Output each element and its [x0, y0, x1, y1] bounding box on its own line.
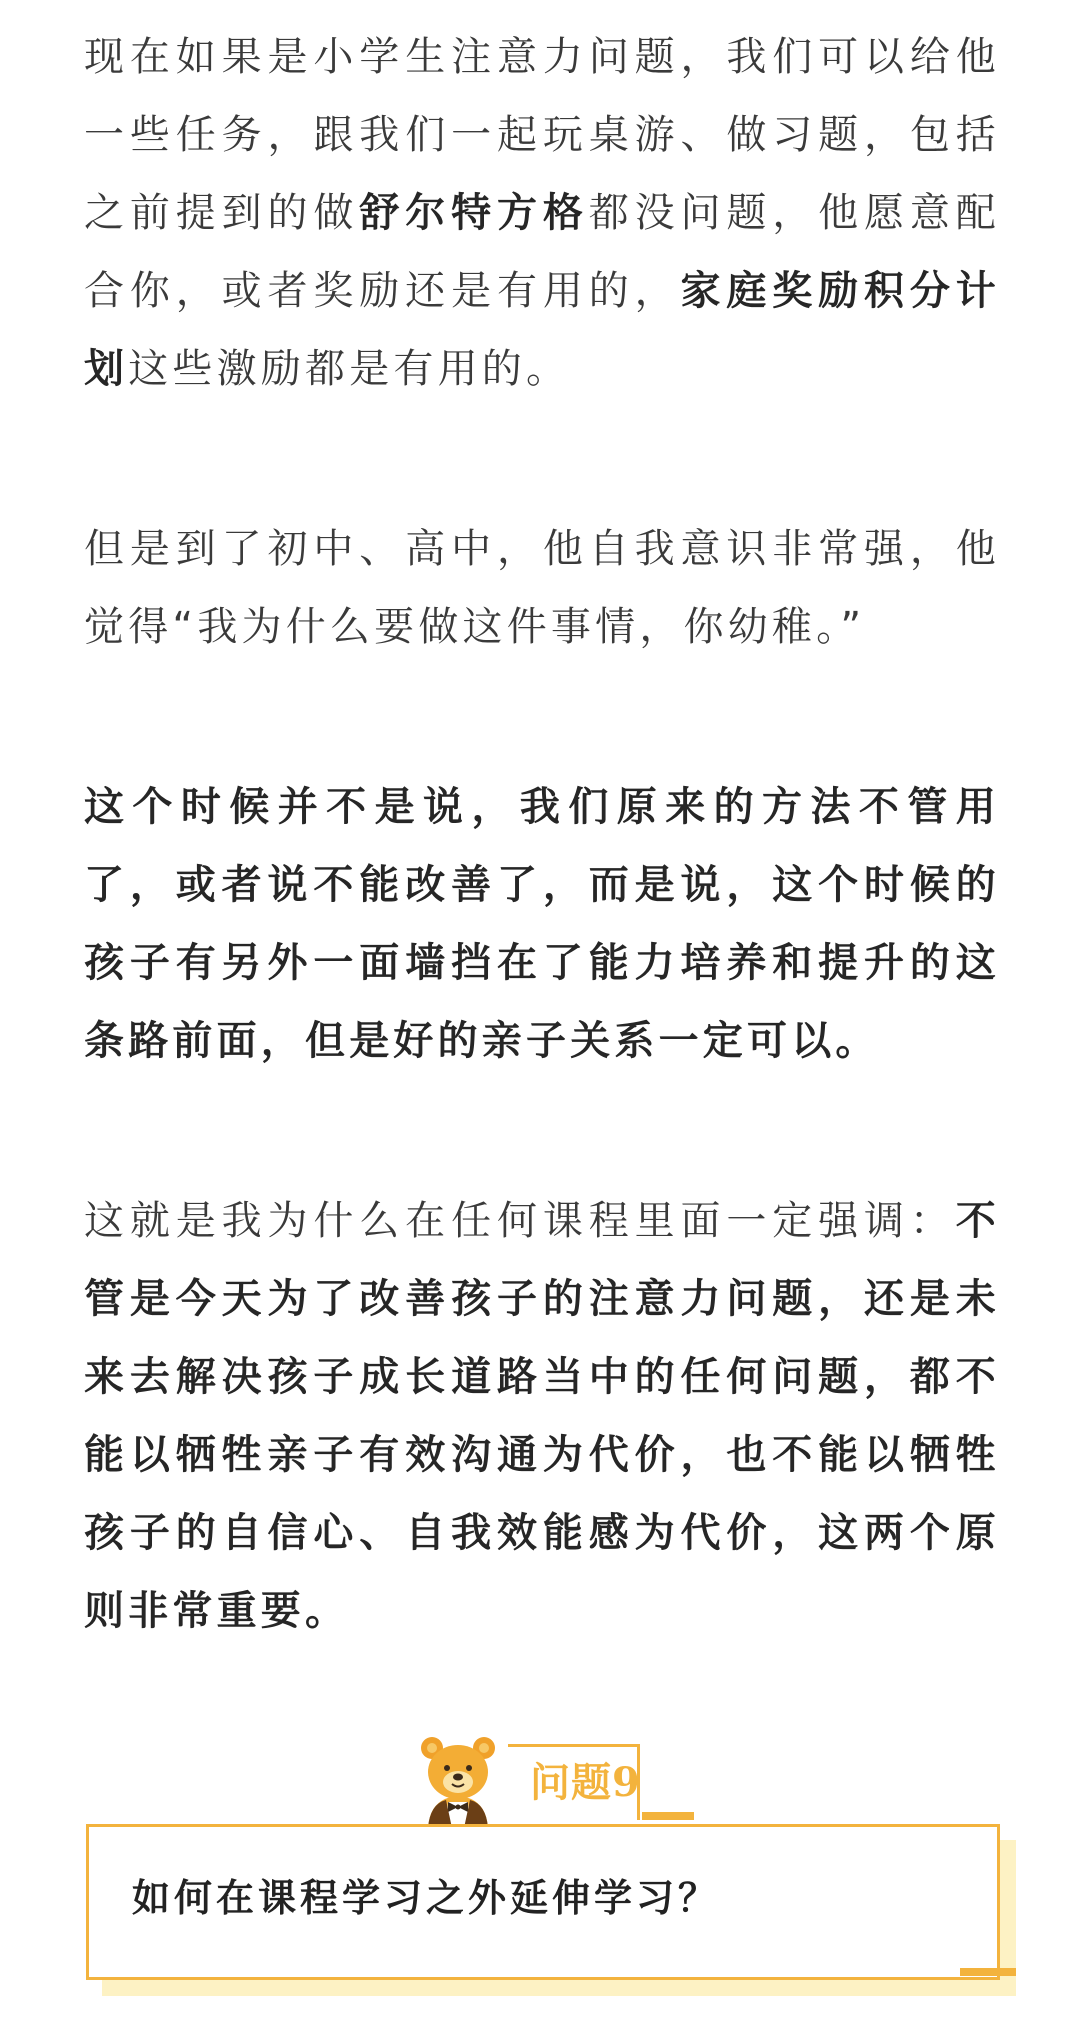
paragraph-text: 都没问题，他愿意配合你，或者奖励还是有用的， [84, 190, 1001, 314]
paragraph-spacer [84, 666, 1000, 768]
paragraph-text: 这就是我为什么在任何课程里面一定强调： [84, 1198, 956, 1244]
tag-accent-bar [642, 1812, 694, 1820]
bear-mascot-icon [418, 1732, 498, 1828]
paragraph-two-principles [84, 1182, 1000, 1650]
article-body [84, 18, 1000, 1650]
question-text: 如何在课程学习之外延伸学习？ [132, 1876, 721, 1920]
paragraph-text: 这些激励都是有用的。 [128, 346, 571, 392]
paragraph-spacer [84, 408, 1000, 510]
bold-term-reward-plan: 家庭奖励积分计划 [84, 268, 1000, 392]
paragraph-text: 现在如果是小学生注意力问题，我们可以给他一些任务，跟我们一起玩桌游、做习题，包括之前提到的做 [84, 34, 1000, 236]
paragraph-teen-self-awareness: 但是到了初中、高中，他自我意识非常强，他觉得“我为什么要做这件事情，你幼稚。” [84, 526, 1000, 650]
paragraph-spacer [84, 1080, 1000, 1182]
card-accent-bar [960, 1968, 1016, 1976]
paragraph-parent-relationship: 这个时候并不是说，我们原来的方法不管用了，或者说不能改善了，而是说，这个时候的孩子有另外一面墙挡在了能力培养和提升的这条路前面，但是好的亲子关系一定可以。 [84, 784, 1000, 1064]
bold-principles: 不管是今天为了改善孩子的注意力问题，还是未来去解决孩子成长道路当中的任何问题，都不能以牺牲亲子有效沟通为代价，也不能以牺牲孩子的自信心、自我效能感为代价，这两个原则非常重要。 [84, 1198, 1000, 1634]
paragraph-elementary-attention [84, 18, 1000, 408]
question-card-section [0, 1730, 1080, 2030]
bold-term-schulte-grid: 舒尔特方格 [359, 190, 589, 236]
question-number-label: 问题9 [530, 1759, 641, 1806]
